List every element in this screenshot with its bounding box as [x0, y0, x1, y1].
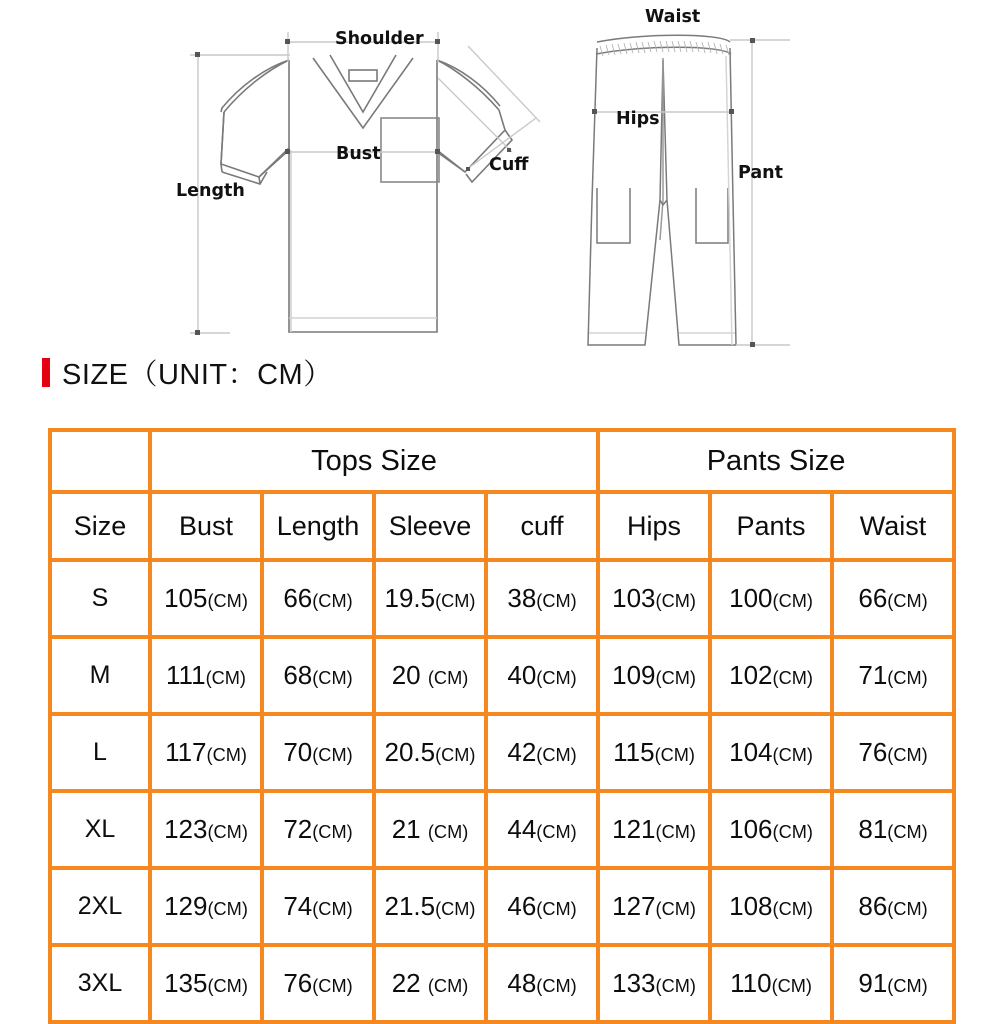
cell-length: 72(CM): [262, 791, 374, 868]
column-header-hips: Hips: [598, 492, 710, 560]
cell-size: S: [50, 560, 150, 637]
cell-pants: 100(CM): [710, 560, 832, 637]
garment-diagrams: [0, 0, 1000, 350]
cell-length: 68(CM): [262, 637, 374, 714]
cell-hips: 127(CM): [598, 868, 710, 945]
cell-sleeve: 20.5(CM): [374, 714, 486, 791]
cell-cuff: 38(CM): [486, 560, 598, 637]
cell-pants: 102(CM): [710, 637, 832, 714]
group-header-tops: Tops Size: [150, 430, 598, 492]
page-title: SIZE（UNIT：CM）: [62, 358, 333, 391]
cell-pants: 104(CM): [710, 714, 832, 791]
cell-waist: 76(CM): [832, 714, 954, 791]
table-row: [50, 560, 954, 637]
label-shoulder: Shoulder: [335, 29, 424, 49]
column-header-pants: Pants: [710, 492, 832, 560]
label-cuff: Cuff: [489, 155, 529, 175]
cell-cuff: 46(CM): [486, 868, 598, 945]
cell-pants: 110(CM): [710, 945, 832, 1022]
red-accent-bar: [42, 358, 50, 387]
column-header-sleeve: Sleeve: [374, 492, 486, 560]
cell-length: 70(CM): [262, 714, 374, 791]
cell-cuff: 48(CM): [486, 945, 598, 1022]
label-length: Length: [176, 181, 245, 201]
cell-size: L: [50, 714, 150, 791]
cell-sleeve: 21.5(CM): [374, 868, 486, 945]
cell-bust: 111(CM): [150, 637, 262, 714]
size-chart-table: [48, 428, 956, 1024]
section-title: [42, 352, 333, 392]
cell-bust: 129(CM): [150, 868, 262, 945]
group-header-pants: Pants Size: [598, 430, 954, 492]
cell-cuff: 44(CM): [486, 791, 598, 868]
cell-hips: 121(CM): [598, 791, 710, 868]
cell-size: XL: [50, 791, 150, 868]
pants-garment-illustration: [588, 35, 736, 345]
top-garment-illustration: [221, 55, 512, 332]
cell-sleeve: 21 (CM): [374, 791, 486, 868]
cell-bust: 135(CM): [150, 945, 262, 1022]
cell-sleeve: 19.5(CM): [374, 560, 486, 637]
column-header-size: Size: [50, 492, 150, 560]
cell-size: 3XL: [50, 945, 150, 1022]
table-row: [50, 714, 954, 791]
cell-waist: 71(CM): [832, 637, 954, 714]
label-hips: Hips: [616, 109, 660, 129]
label-bust: Bust: [336, 144, 381, 164]
cell-cuff: 40(CM): [486, 637, 598, 714]
cell-hips: 103(CM): [598, 560, 710, 637]
cell-waist: 86(CM): [832, 868, 954, 945]
cell-bust: 105(CM): [150, 560, 262, 637]
cell-hips: 109(CM): [598, 637, 710, 714]
table-row: [50, 637, 954, 714]
cell-hips: 133(CM): [598, 945, 710, 1022]
cell-cuff: 42(CM): [486, 714, 598, 791]
cell-sleeve: 22 (CM): [374, 945, 486, 1022]
column-header-bust: Bust: [150, 492, 262, 560]
label-waist: Waist: [645, 7, 701, 27]
column-header-row: [50, 492, 954, 560]
table-row: [50, 868, 954, 945]
cell-pants: 106(CM): [710, 791, 832, 868]
column-header-length: Length: [262, 492, 374, 560]
cell-size: 2XL: [50, 868, 150, 945]
cell-bust: 123(CM): [150, 791, 262, 868]
cell-length: 76(CM): [262, 945, 374, 1022]
cell-length: 74(CM): [262, 868, 374, 945]
cell-sleeve: 20 (CM): [374, 637, 486, 714]
group-header-blank: [50, 430, 150, 492]
column-header-waist: Waist: [832, 492, 954, 560]
cell-hips: 115(CM): [598, 714, 710, 791]
cell-waist: 81(CM): [832, 791, 954, 868]
cell-length: 66(CM): [262, 560, 374, 637]
cell-waist: 66(CM): [832, 560, 954, 637]
pants-measure-guides: [594, 40, 790, 345]
label-pant: Pant: [738, 163, 783, 183]
group-header-row: [50, 430, 954, 492]
cell-size: M: [50, 637, 150, 714]
table-row: [50, 791, 954, 868]
column-header-cuff: cuff: [486, 492, 598, 560]
cell-pants: 108(CM): [710, 868, 832, 945]
table-row: [50, 945, 954, 1022]
cell-waist: 91(CM): [832, 945, 954, 1022]
cell-bust: 117(CM): [150, 714, 262, 791]
